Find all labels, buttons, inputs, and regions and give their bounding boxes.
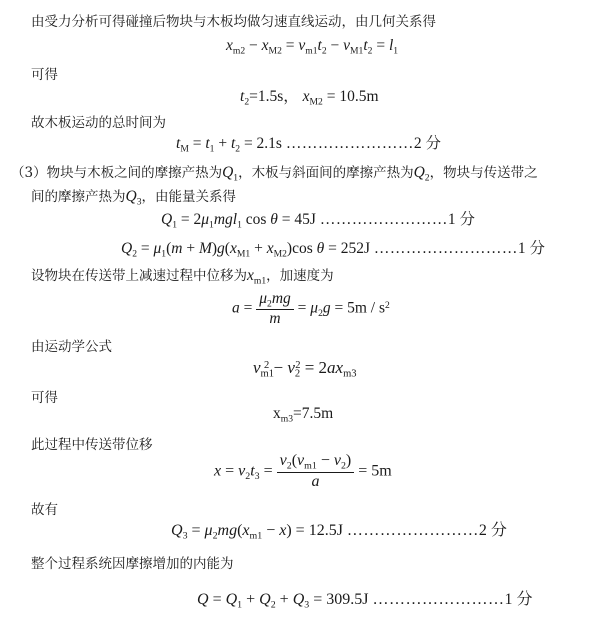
text-line-17: 此过程中传送带位移	[31, 437, 153, 453]
leader-dots: ……………………	[285, 135, 414, 152]
text-line-15: 可得	[31, 390, 58, 406]
text-line-5: 故木板运动的总时间为	[31, 115, 166, 131]
equation-Q3: $Q_3 = \mu_2mg(x_{m1} - x) = 12.5J$ ……………………2 分	[171, 522, 507, 542]
text-line-8: 间的摩擦产热为$Q_3$，由能量关系得	[31, 188, 236, 208]
equation-Q2: $Q_2 = \mu_1(m + M)g(x_{M1} + x_{M2})\cos$ θ = 252J ………………………1 分	[121, 240, 546, 260]
text-segment: ，由能量关系得	[141, 189, 236, 205]
score-label: 1 分	[504, 591, 533, 608]
equation-acceleration: a = $\frac{\mu_2mg}{m}$ = $\mu_2g = 5m / s^2$	[232, 290, 390, 328]
text-segment: ，加速度为	[266, 268, 334, 284]
text-segment: （3）物块与木板之间的摩擦产热为	[11, 165, 223, 181]
text-line-21: 整个过程系统因摩擦增加的内能为	[31, 556, 234, 572]
equation-belt-displacement: $x = v_2t_3$ = $\frac{v_2(v_{m1} - v_2)}{a}$ = 5m	[214, 452, 392, 490]
text-segment: 间的摩擦产热为	[31, 189, 126, 205]
equation-total-time: $t_M = t_1 + t_2 = 2.1s$ ……………………2 分	[176, 135, 441, 155]
equation-kinematics: $v_{m1}^2 - v_2^2 = 2ax_{m3}$	[253, 358, 357, 380]
text-line-1: 由受力分析可得碰撞后物块与木板均做匀速直线运动，由几何关系得	[31, 14, 436, 30]
score-label: 1 分	[447, 211, 475, 228]
score-label: 2 分	[478, 522, 507, 539]
equation-xm3: $x_{m3}=7.5m$	[273, 405, 334, 425]
fraction: $\frac{v_2(v_{m1} - v_2)}{a}$	[277, 452, 355, 491]
text-line-13: 由运动学公式	[31, 339, 112, 355]
equation-displacement-relation: $x_{m2} - x_{M2} = v_{m1}t_2 - v_{M1}t_2 = l_1$	[226, 37, 399, 57]
text-line-11: 设物块在传送带上减速过程中位移为$x_{m1}$，加速度为	[31, 267, 334, 287]
leader-dots: ……………………	[372, 591, 505, 608]
text-line-7: （3）物块与木板之间的摩擦产热为$Q_1$，木板与斜面间的摩擦产热为$Q_2$，物块与传送带之	[11, 164, 538, 184]
text-segment: 设物块在传送带上减速过程中位移为	[31, 268, 247, 284]
text-segment: ，木板与斜面间的摩擦产热为	[238, 165, 414, 181]
equation-Q1: $Q_1 = 2\mu_1mgl_1$ cos θ = 45J ……………………1 分	[161, 211, 475, 231]
score-label: 1 分	[517, 240, 546, 257]
equation-t2-xM2: $t_2=1.5s$， $x_{M2} = 10.5m$	[240, 88, 379, 108]
equation-total-heat: $Q = Q_1 + Q_2 + Q_3 = 309.5J$ ……………………1 分	[197, 591, 533, 611]
fraction: $\frac{\mu_2mg}{m}$	[256, 290, 294, 328]
score-label: 2 分	[413, 135, 441, 152]
text-line-3: 可得	[31, 67, 58, 83]
text-segment: ，物块与传送带之	[429, 165, 538, 181]
leader-dots: ……………………	[346, 522, 479, 539]
text-line-19: 故有	[31, 502, 58, 518]
leader-dots: ……………………	[319, 211, 448, 228]
leader-dots: ………………………	[373, 240, 518, 257]
